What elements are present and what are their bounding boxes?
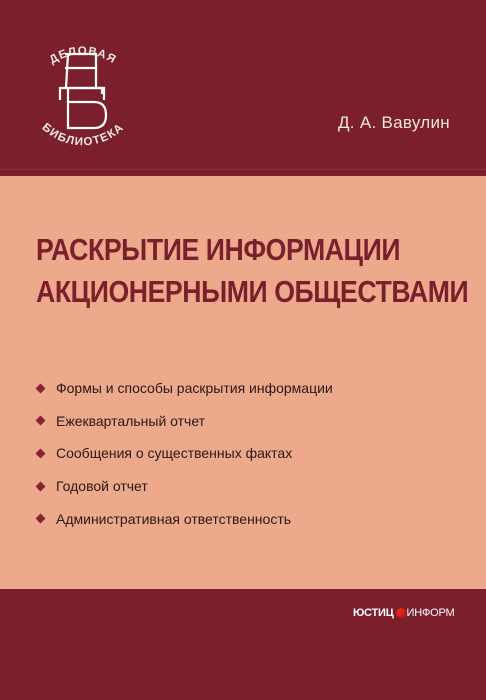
publisher-dot-icon <box>396 608 406 618</box>
svg-text:БИБЛИОТЕКА <box>40 121 127 148</box>
diamond-bullet-icon <box>36 416 46 426</box>
series-logo <box>8 16 158 166</box>
topic-item <box>36 437 333 470</box>
monogram-glyph <box>60 54 106 128</box>
diamond-bullet-icon <box>36 449 46 459</box>
publisher-logo <box>353 607 454 619</box>
topic-label: Ежеквартальный отчет <box>56 412 206 429</box>
title-line-2: АКЦИОНЕРНЫМИ ОБЩЕСТВАМИ <box>36 274 469 309</box>
series-top-text: ДЕЛОВАЯ <box>47 45 119 67</box>
publisher-name-part2: ИНФОРМ <box>406 607 455 619</box>
publisher-name-part1: ЮСТИЦ <box>353 607 394 619</box>
svg-text:ДЕЛОВАЯ <box>48 45 119 66</box>
topic-item <box>36 470 333 503</box>
series-bottom-text: БИБЛИОТЕКА <box>39 121 127 149</box>
topic-item <box>36 372 333 405</box>
diamond-bullet-icon <box>36 383 46 393</box>
diamond-bullet-icon <box>36 481 46 491</box>
diamond-bullet-icon <box>36 514 46 524</box>
author-name: Д. А. Вавулин <box>337 113 450 132</box>
topic-item <box>36 405 333 438</box>
topics-list <box>36 372 333 535</box>
title-line-1: РАСКРЫТИЕ ИНФОРМАЦИИ <box>36 232 401 267</box>
topic-label: Формы и способы раскрытия информации <box>56 380 333 397</box>
book-title <box>36 229 469 313</box>
topic-label: Сообщения о существенных фактах <box>56 445 293 462</box>
topic-label: Годовой отчет <box>56 478 148 495</box>
bottom-band <box>0 589 486 700</box>
series-logo-emblem <box>8 16 158 166</box>
topic-label: Административная ответственность <box>56 510 292 527</box>
topic-item <box>36 502 333 535</box>
